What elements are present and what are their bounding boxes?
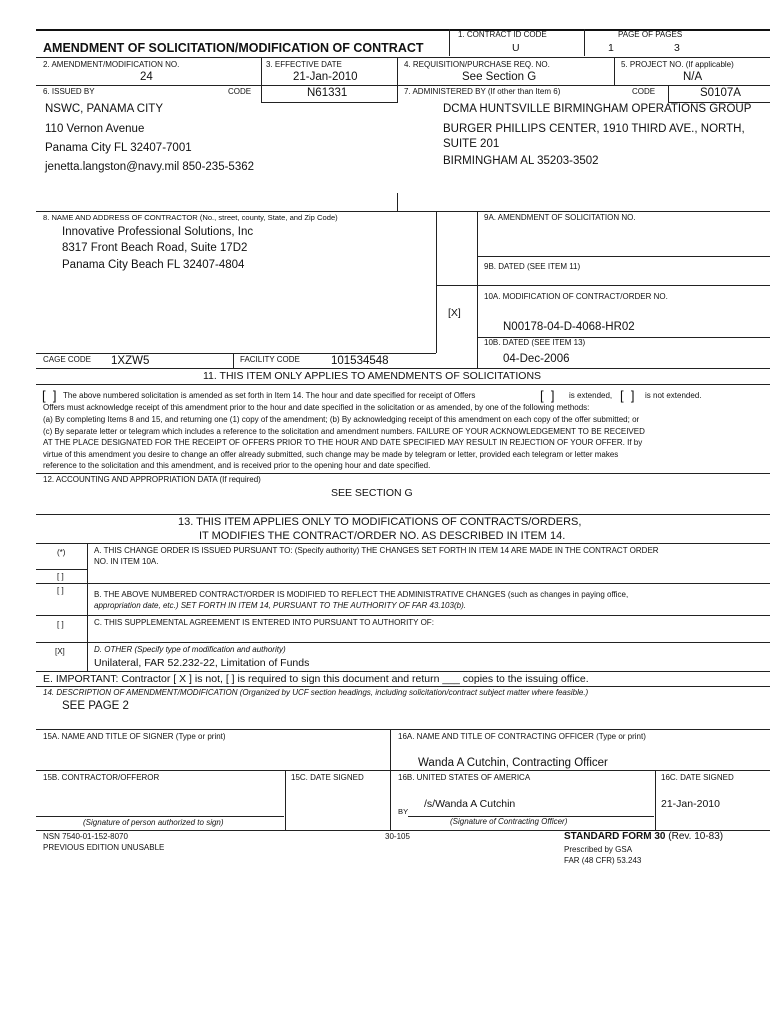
divider xyxy=(584,29,585,56)
rule xyxy=(36,353,436,354)
rule xyxy=(36,211,770,212)
contractor-label: 8. NAME AND ADDRESS OF CONTRACTOR (No., street, county, State, and Zip Code) xyxy=(43,213,338,222)
cage-code-value: 1XZW5 xyxy=(111,355,150,367)
page-number: 1 xyxy=(608,42,614,54)
issued-by-line: 110 Vernon Avenue xyxy=(45,123,145,135)
admin-code-value: S0107A xyxy=(700,87,741,99)
divider xyxy=(655,770,656,830)
divider xyxy=(87,543,88,671)
issued-code-value: N61331 xyxy=(307,87,348,99)
item-11-para: Offers must acknowledge receipt of this amendment prior to the hour and date specified in the solicitation or as amended, by one of the following methods: xyxy=(43,403,590,412)
form-code: 30-105 xyxy=(385,832,410,841)
rule xyxy=(36,729,770,730)
page-total: 3 xyxy=(674,42,680,54)
item-13b-checkbox[interactable]: [ ] xyxy=(57,586,64,595)
item-16b-label: 16B. UNITED STATES OF AMERICA xyxy=(398,773,531,782)
issued-by-label: 6. ISSUED BY xyxy=(43,87,95,96)
page-of-pages-label: PAGE OF PAGES xyxy=(618,30,683,39)
administered-by-label: 7. ADMINISTERED BY (If other than Item 6) xyxy=(404,87,561,96)
contracting-officer-name: Wanda A Cutchin, Contracting Officer xyxy=(418,757,608,769)
not-extended-label: is not extended. xyxy=(645,391,702,400)
administered-by-line: DCMA HUNTSVILLE BIRMINGHAM OPERATIONS GROUP xyxy=(443,103,752,115)
standard-form-id: STANDARD FORM 30 (Rev. 10-83) xyxy=(564,831,724,842)
item-11-text: The above numbered solicitation is amended as set forth in Item 14. The hour and date specified for receipt of Offers xyxy=(63,391,476,400)
issued-by-line: Panama City FL 32407-7001 xyxy=(45,142,192,154)
divider xyxy=(397,193,398,212)
effective-date-label: 3. EFFECTIVE DATE xyxy=(266,60,342,69)
issued-by-email: jenetta.langston@navy.mil 850-235-5362 xyxy=(45,161,255,173)
item-13-blank-checkbox[interactable]: [ ] xyxy=(57,572,64,581)
divider xyxy=(436,211,437,353)
item-13c-checkbox[interactable]: [ ] xyxy=(57,620,64,629)
contractor-line: Innovative Professional Solutions, Inc xyxy=(62,226,254,238)
item-11-para: AT THE PLACE DESIGNATED FOR THE RECEIPT OF OFFERS PRIOR TO THE HOUR AND DATE SPECIFIED MAY RESULT IN REJECTION OF YOUR OFFER. If by xyxy=(43,438,643,447)
item-10a-value: N00178-04-D-4068-HR02 xyxy=(503,321,635,333)
item-10b-value: 04-Dec-2006 xyxy=(503,353,570,365)
admin-code-label: CODE xyxy=(632,87,656,96)
item-11-para: (c) By separate letter or telegram which includes a reference to the solicitation and amendment numbers. FAILURE OF YOUR ACKNOWLEDGEMENT TO BE RECEIVED xyxy=(43,427,645,436)
rule xyxy=(36,543,770,544)
rule xyxy=(36,770,770,771)
rule xyxy=(36,473,770,474)
item-13-heading: 13. THIS ITEM APPLIES ONLY TO MODIFICATIONS OF CONTRACTS/ORDERS, xyxy=(178,516,582,528)
administered-by-line: BIRMINGHAM AL 35203-3502 xyxy=(443,155,599,167)
item-13a-text: A. THIS CHANGE ORDER IS ISSUED PURSUANT TO: (Specify authority) THE CHANGES SET FORTH IN ITEM 14 ARE MADE IN THE CONTRACT ORDER xyxy=(94,546,659,555)
effective-date-value: 21-Jan-2010 xyxy=(293,71,358,83)
item-10b-label: 10B. DATED (SEE ITEM 13) xyxy=(484,338,586,347)
contract-id-label: 1. CONTRACT ID CODE xyxy=(458,30,547,39)
form-title: AMENDMENT OF SOLICITATION/MODIFICATION OF CONTRACT xyxy=(43,41,424,55)
project-no-value: N/A xyxy=(683,71,703,83)
rule xyxy=(36,583,770,584)
item-13d-value: Unilateral, FAR 52.232-22, Limitation of Funds xyxy=(94,657,310,669)
extended-checkbox[interactable]: [ ] xyxy=(540,388,555,403)
code-label: CODE xyxy=(228,87,252,96)
item-10a-label: 10A. MODIFICATION OF CONTRACT/ORDER NO. xyxy=(484,292,668,301)
divider xyxy=(390,729,391,830)
contract-id-value: U xyxy=(512,42,520,54)
item-13d-text: D. OTHER (Specify type of modification and authority) xyxy=(94,645,286,654)
date-signed-16c: 21-Jan-2010 xyxy=(661,798,720,810)
item-13a-mark: (*) xyxy=(57,548,66,557)
item-13d-checkbox[interactable]: [X] xyxy=(55,647,65,656)
item-13a-text: NO. IN ITEM 10A. xyxy=(94,557,159,566)
rule xyxy=(36,671,770,672)
prescribed-by: Prescribed by GSA xyxy=(564,845,633,854)
rule xyxy=(436,285,770,286)
rule xyxy=(36,816,284,817)
rule xyxy=(36,569,87,570)
rule xyxy=(36,514,770,515)
item-11-para: reference to the solicitation and this amendment, and is received prior to the opening hour and date specified. xyxy=(43,461,431,470)
item-14-label: 14. DESCRIPTION OF AMENDMENT/MODIFICATION (Organized by UCF section headings, including solicitation/contract subject matter where feasible.) xyxy=(43,688,589,697)
extended-label: is extended, xyxy=(569,391,613,400)
item-11-checkbox[interactable]: [ ] xyxy=(42,388,57,403)
signature-officer-caption: (Signature of Contracting Officer) xyxy=(450,817,568,826)
amendment-no-label: 2. AMENDMENT/MODIFICATION NO. xyxy=(43,60,180,69)
far-reference: FAR (48 CFR) 53.243 xyxy=(564,856,642,865)
item-13c-text: C. THIS SUPPLEMENTAL AGREEMENT IS ENTERED INTO PURSUANT TO AUTHORITY OF: xyxy=(94,618,434,627)
facility-code-label: FACILITY CODE xyxy=(240,355,300,364)
rule xyxy=(36,615,770,616)
item-10-checkbox[interactable]: [X] xyxy=(448,307,461,319)
item-15b-label: 15B. CONTRACTOR/OFFEROR xyxy=(43,773,160,782)
item-9b-label: 9B. DATED (SEE ITEM 11) xyxy=(484,262,581,271)
item-15a-label: 15A. NAME AND TITLE OF SIGNER (Type or print) xyxy=(43,732,226,741)
not-extended-checkbox[interactable]: [ ] xyxy=(620,388,635,403)
requisition-value: See Section G xyxy=(462,71,537,83)
facility-code-value: 101534548 xyxy=(331,355,389,367)
issued-by-line: NSWC, PANAMA CITY xyxy=(45,103,163,115)
rule xyxy=(36,384,770,385)
item-13-subheading: IT MODIFIES THE CONTRACT/ORDER NO. AS DESCRIBED IN ITEM 14. xyxy=(199,530,566,542)
requisition-label: 4. REQUISITION/PURCHASE REQ. NO. xyxy=(404,60,550,69)
administered-by-line: BURGER PHILLIPS CENTER, 1910 THIRD AVE., NORTH, xyxy=(443,123,745,135)
item-9a-label: 9A. AMENDMENT OF SOLICITATION NO. xyxy=(484,213,636,222)
divider xyxy=(285,770,286,830)
contractor-line: Panama City Beach FL 32407-4804 xyxy=(62,259,245,271)
divider xyxy=(614,57,615,85)
item-11-para: virtue of this amendment you desire to change an offer already submitted, such change may be made by telegram or letter, provided each telegram or letter makes xyxy=(43,450,619,459)
contractor-line: 8317 Front Beach Road, Suite 17D2 xyxy=(62,242,248,254)
rule xyxy=(36,686,770,687)
item-16c-label: 16C. DATE SIGNED xyxy=(661,773,734,782)
rule xyxy=(36,368,770,369)
signature-person-caption: (Signature of person authorized to sign) xyxy=(83,818,224,827)
item-14-value: SEE PAGE 2 xyxy=(62,700,129,712)
item-16a-label: 16A. NAME AND TITLE OF CONTRACTING OFFICER (Type or print) xyxy=(398,732,646,741)
by-label: BY xyxy=(398,807,409,816)
nsn-number: NSN 7540-01-152-8070 xyxy=(43,832,128,841)
item-11-heading: 11. THIS ITEM ONLY APPLIES TO AMENDMENTS OF SOLICITATIONS xyxy=(203,370,542,382)
item-15c-label: 15C. DATE SIGNED xyxy=(291,773,364,782)
rule xyxy=(36,85,770,86)
item-13b-text: appropriation date, etc.) SET FORTH IN ITEM 14, PURSUANT TO THE AUTHORITY OF FAR 43.103(b). xyxy=(94,601,466,610)
item-12-value: SEE SECTION G xyxy=(331,487,413,499)
rule xyxy=(36,57,770,58)
divider xyxy=(477,211,478,368)
contracting-officer-signature: /s/Wanda A Cutchin xyxy=(424,798,516,810)
item-12-label: 12. ACCOUNTING AND APPROPRIATION DATA (If required) xyxy=(43,475,261,484)
amendment-no-value: 24 xyxy=(140,71,153,83)
divider xyxy=(449,29,450,56)
divider xyxy=(233,353,234,368)
rule xyxy=(477,256,770,257)
previous-edition-note: PREVIOUS EDITION UNUSABLE xyxy=(43,843,165,852)
rule xyxy=(36,642,770,643)
item-e-important: E. IMPORTANT: Contractor [ X ] is not, [ ] is required to sign this document and return ___ copies to the issuing office. xyxy=(43,673,589,685)
administered-by-line: SUITE 201 xyxy=(443,138,500,150)
item-13b-text: B. THE ABOVE NUMBERED CONTRACT/ORDER IS MODIFIED TO REFLECT THE ADMINISTRATIVE CHANGES (such as changes in paying office, xyxy=(94,590,629,599)
cage-code-label: CAGE CODE xyxy=(43,355,92,364)
item-11-para: (a) By completing Items 8 and 15, and returning one (1) copy of the amendment; (b) By acknowledging receipt of this amendment on each copy of the offer submitted; or xyxy=(43,415,640,424)
project-no-label: 5. PROJECT NO. (If applicable) xyxy=(621,60,734,69)
